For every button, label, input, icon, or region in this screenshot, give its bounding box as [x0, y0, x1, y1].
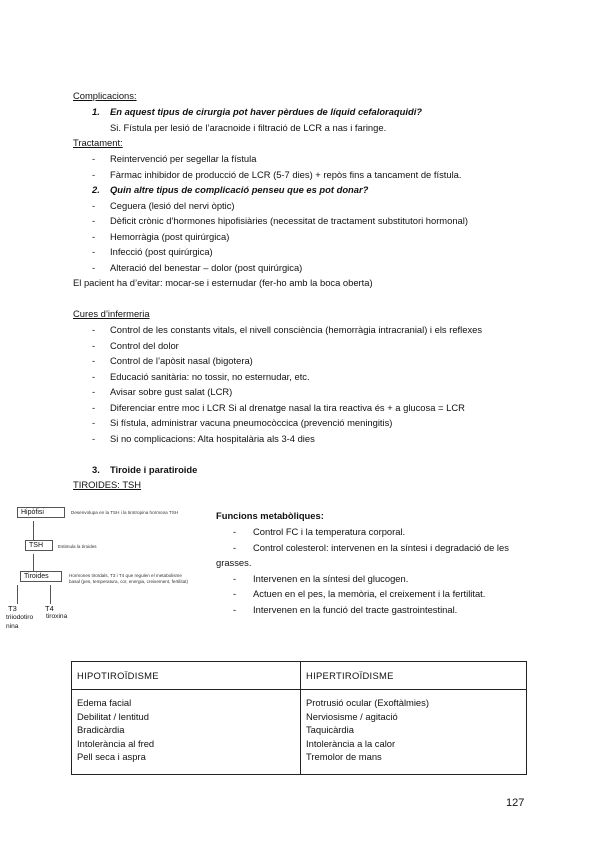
connector-line	[33, 554, 34, 571]
t3-name: triiodotironina	[6, 614, 34, 630]
connector-line	[33, 521, 34, 541]
connector-line	[50, 585, 51, 604]
list-item: Control colesterol: intervenen en la síntesi i degradació de les	[253, 542, 509, 553]
bullet-dash: -	[92, 386, 96, 397]
table-cell-line: Debilitat / lentitud	[77, 710, 149, 722]
table-cell-line: Taquicàrdia	[306, 724, 354, 736]
bullet-dash: -	[92, 417, 96, 428]
bullet-dash: -	[92, 231, 96, 242]
list-item: Hemorràgia (post quirúrgica)	[110, 231, 230, 242]
list-item: Ceguera (lesió del nervi òptic)	[110, 200, 235, 211]
tractament-heading: Tractament:	[73, 137, 123, 148]
list-item: Actuen en el pes, la memòria, el creixement i la fertilitat.	[253, 588, 486, 599]
note-text: El pacient ha d’evitar: mocar-se i esternudar (fer-ho amb la boca oberta)	[73, 277, 373, 288]
page-number: 127	[506, 797, 525, 809]
table-cell-line: Pell seca i aspra	[77, 751, 146, 763]
bullet-dash: -	[92, 324, 96, 335]
tiroides-note-1: Hormones tiroïdals, T3 i T4 que regulen el metabolisme	[69, 573, 182, 578]
bullet-dash: -	[92, 246, 96, 257]
hipofisi-note: Desenvolupa en la TSH i la tirotropina hormona TSH	[71, 510, 179, 515]
list-item: Avisar sobre gust salat (LCR)	[110, 386, 233, 397]
list-item: Infecció (post quirúrgica)	[110, 246, 213, 257]
list-item: Control de l’apòsit nasal (bigotera)	[110, 355, 253, 366]
bullet-dash: -	[92, 402, 96, 413]
table-cell-line: Tremolor de mans	[306, 751, 382, 763]
list-item: Dèficit crònic d’hormones hipofisiàries (necessitat de tractament substitutori hormonal)	[110, 215, 468, 226]
list-item: Reintervenció per segellar la fístula	[110, 153, 257, 164]
table-cell-line: Intolerància a la calor	[306, 737, 396, 749]
bullet-dash: -	[92, 169, 96, 180]
wrap-text: grasses.	[216, 557, 252, 568]
table-cell-line: Protrusió ocular (Exoftàlmies)	[306, 697, 429, 708]
table-cell-line: Edema facial	[77, 697, 132, 708]
table-row	[72, 690, 527, 775]
table-cell-line: Bradicàrdia	[77, 724, 125, 736]
tiroides-subheading: TIROIDES: TSH	[73, 479, 142, 490]
table-header-hiper: HIPERTIROÏDISME	[301, 662, 527, 690]
q2-number: 2.	[92, 184, 100, 195]
a1-text: Si. Fístula per lesió de l’aracnoide i filtració de LCR a nas i faringe.	[110, 122, 387, 133]
list-item: Control FC i la temperatura corporal.	[253, 526, 406, 537]
table-cell-line: Nerviosisme / agitació	[306, 710, 398, 722]
section3-title: Tiroide i paratiroide	[110, 464, 198, 475]
list-item: Fàrmac inhibidor de producció de LCR (5-7 dies) + repòs fins a tancament de fístula.	[110, 169, 462, 180]
table-header-row	[72, 662, 527, 690]
bullet-dash: -	[92, 262, 96, 273]
bullet-dash: -	[92, 153, 96, 164]
bullet-dash: -	[92, 371, 96, 382]
bullet-dash: -	[233, 588, 237, 599]
q1-number: 1.	[92, 106, 100, 117]
connector-line	[17, 585, 18, 604]
bullet-dash: -	[92, 200, 96, 211]
hipofisi-box: Hipòfisi	[17, 507, 65, 518]
list-item: Alteració del benestar – dolor (post quirúrgica)	[110, 262, 303, 273]
tiroides-note-2: basal (pes, temperatura, cor, energia, creixement, fertilitat)	[69, 579, 188, 584]
thyroid-comparison-table	[71, 661, 527, 775]
bullet-dash: -	[233, 526, 237, 537]
list-item: Intervenen en la funció del tracte gastrointestinal.	[253, 604, 458, 615]
list-item: Intervenen en la síntesi del glucogen.	[253, 573, 409, 584]
t4-name: tiroxina	[46, 613, 68, 620]
list-item: Si no complicacions: Alta hospitalària als 3-4 dies	[110, 433, 315, 444]
t3-label: T3	[8, 604, 17, 613]
tsh-box: TSH	[25, 540, 53, 551]
bullet-dash: -	[92, 433, 96, 444]
cures-heading: Cures d’infermeria	[73, 308, 150, 319]
list-item: Educació sanitària: no tossir, no esternudar, etc.	[110, 371, 310, 382]
tiroides-box: Tiroides	[20, 571, 62, 582]
q1-text: En aquest tipus de cirurgia pot haver pèrdues de líquid cefaloraquidi?	[110, 106, 423, 117]
bullet-dash: -	[233, 604, 237, 615]
funcions-heading: Funcions metabòliques:	[216, 510, 324, 521]
bullet-dash: -	[233, 542, 237, 553]
bullet-dash: -	[92, 355, 96, 366]
bullet-dash: -	[92, 215, 96, 226]
list-item: Si fístula, administrar vacuna pneumocòccica (prevenció meningitis)	[110, 417, 393, 428]
list-item: Control de les constants vitals, el nivell consciència (hemorràgia intracranial) i els reflexes	[110, 324, 483, 335]
table-cell-line: Intolerància al fred	[77, 737, 155, 749]
hiper-cell	[301, 690, 527, 775]
section3-number: 3.	[92, 464, 100, 475]
hipo-cell	[72, 690, 301, 775]
complicacions-heading: Complicacions:	[73, 90, 137, 101]
list-item: Control del dolor	[110, 340, 179, 351]
q2-text: Quin altre tipus de complicació penseu que es pot donar?	[110, 184, 369, 195]
table-header-hipo: HIPOTIROÏDISME	[72, 662, 301, 690]
tsh-note: Estimula la tiroides	[58, 544, 97, 549]
bullet-dash: -	[92, 340, 96, 351]
list-item: Diferenciar entre moc i LCR Si al drenatge nasal la tira reactiva és + a glucosa = LCR	[110, 402, 465, 413]
t4-label: T4	[45, 604, 54, 613]
bullet-dash: -	[233, 573, 237, 584]
